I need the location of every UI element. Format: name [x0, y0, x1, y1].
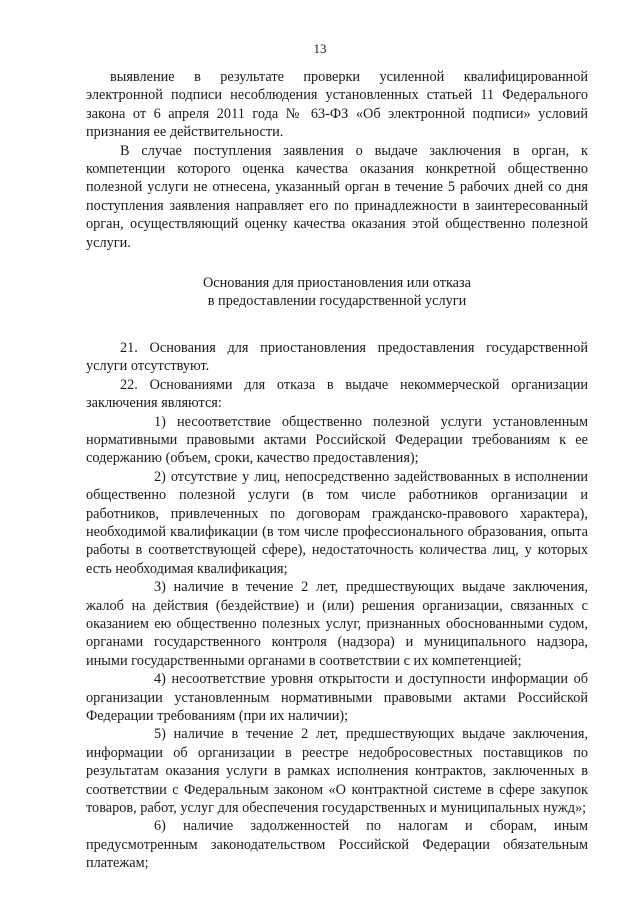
refusal-grounds-list	[86, 413, 588, 873]
list-item	[86, 670, 588, 725]
list-item-text: несоответствие общественно полезной услуги установленным нормативными правовыми актами Российской Федерации требованиям к ее содержанию (объем, сроки, качество предоставления);	[86, 413, 588, 467]
list-item-number: 3)	[154, 579, 166, 596]
clause-22: 22. Основаниями для отказа в выдаче некоммерческой организации заключения являются:	[86, 376, 588, 412]
list-item-text: наличие в течение 2 лет, предшествующих выдаче заключения, жалоб на действия (бездействие) и (или) решения организации, связанных с оказанием ею общественно полезных услуг, признанных обоснованными судом, органами государственного контроля (надзора) и муниципального надзора, иными государственными органами в соответствии с их компетенцией;	[86, 579, 588, 669]
list-item-text: отсутствие у лиц, непосредственно задействованных в исполнении общественно полезной услуги (в том числе работников организации и работников, привлеченных по договорам гражданско-правового характера), необходимой квалификации (в том числе профессионального образования, опыта работы в соответствующей сфере), недостаточность количества лиц, у которых есть необходимая квалификация;	[86, 468, 588, 577]
paragraph: выявление в результате проверки усиленной квалифицированной электронной подписи несоблюдения установленных статьей 11 Федерального закона от 6 апреля 2011 года № 63-ФЗ «Об электронной подписи» условий признания ее действительности.	[86, 69, 588, 141]
section-heading-line: в предоставлении государственной услуги	[207, 293, 467, 310]
list-item-number: 4)	[154, 671, 166, 688]
list-item-number: 6)	[154, 818, 166, 835]
list-item-number: 2)	[154, 468, 166, 485]
list-item	[86, 413, 588, 468]
section-heading-line: Основания для приостановления или отказа	[202, 275, 472, 292]
list-item-number: 1)	[154, 413, 166, 430]
list-item-text: наличие в течение 2 лет, предшествующих выдаче заключения, информации об организации в реестре недобросовестных поставщиков по результатам оказания услуги в рамках исполнения контрактов, заключенных в соответствии с Федеральным законом «О контрактной системе в сфере закупок товаров, работ, услуг для обеспечения государственных и муниципальных нужд»;	[86, 726, 588, 817]
list-item-text: наличие задолженностей по налогам и сборам, иным предусмотренным законодательством Российской Федерации обязательным платежам;	[86, 818, 588, 872]
section-heading	[86, 274, 588, 311]
document-body	[86, 68, 588, 873]
clause-21: 21. Основания для приостановления предоставления государственной услуги отсутствуют.	[86, 339, 588, 375]
paragraph: В случае поступления заявления о выдаче заключения в орган, к компетенции которого оценка качества оказания конкретной общественно полезной услуги не отнесена, указанный орган в течение 5 рабочих дней со дня поступления заявления направляет его по принадлежности в заинтересованный орган, осуществляющий оценку качества оказания этой общественно полезной услуги.	[86, 142, 588, 251]
list-item	[86, 725, 588, 817]
list-item	[86, 468, 588, 578]
list-item-text: несоответствие уровня открытости и доступности информации об организации установленным нормативными правовыми актами Российской Федерации требованиям (при их наличии);	[86, 671, 588, 724]
list-item	[86, 578, 588, 670]
page-number: 13	[313, 41, 327, 56]
list-item	[86, 817, 588, 872]
list-item-number: 5)	[154, 726, 166, 743]
